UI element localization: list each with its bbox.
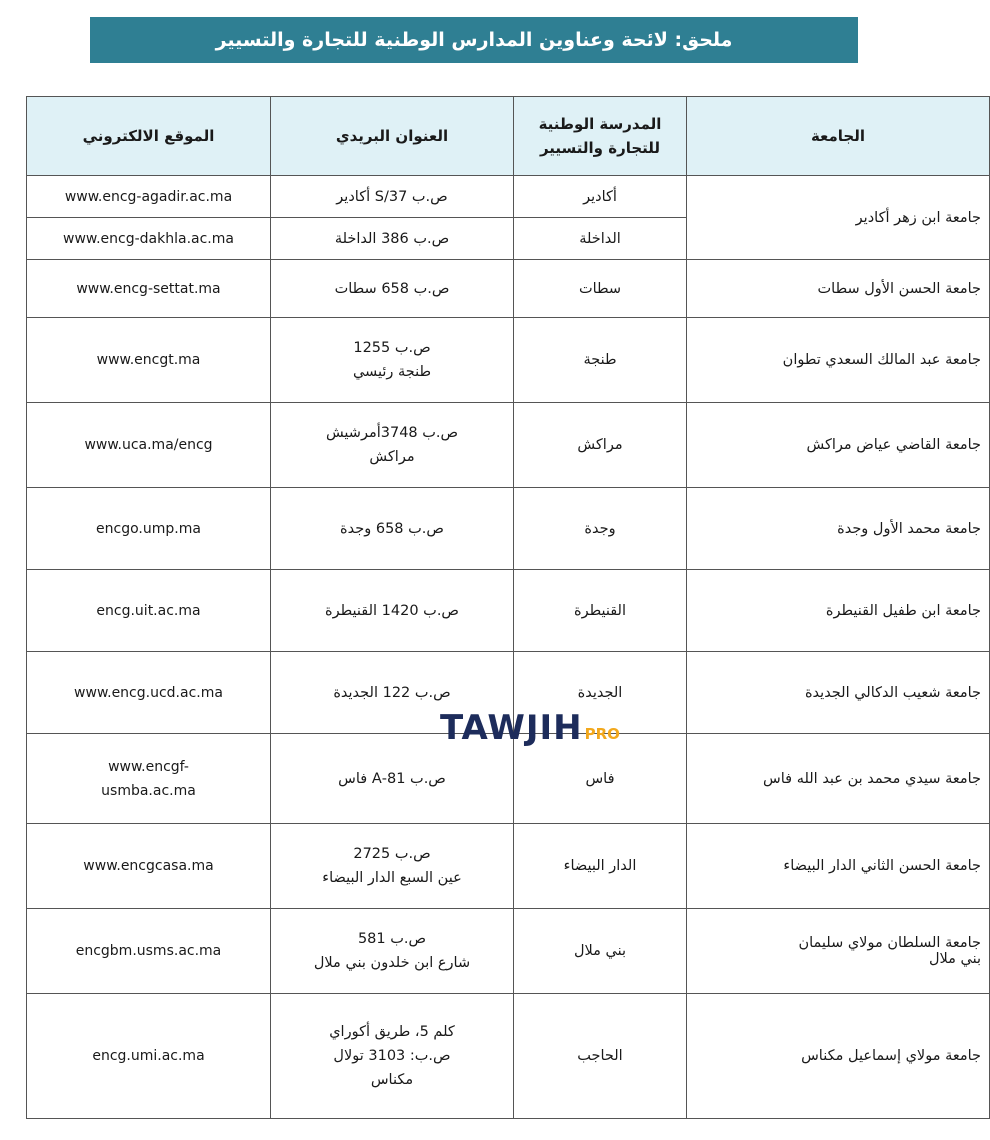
cell-university: جامعة ابن زهر أكادير [687,176,990,260]
cell-school: أكادير [514,176,687,218]
cell-university: جامعة مولاي إسماعيل مكناس [687,994,990,1119]
schools-table [26,96,990,1119]
header-university: الجامعة [687,97,990,176]
cell-website: www.encg-settat.ma [27,260,271,318]
cell-address: ص.ب 1255 طنجة رئيسي [271,318,514,403]
cell-school: الداخلة [514,218,687,260]
cell-university: جامعة الحسن الأول سطات [687,260,990,318]
cell-address: ص.ب 37/S أكادير [271,176,514,218]
cell-university: جامعة محمد الأول وجدة [687,488,990,570]
cell-school: مراكش [514,403,687,488]
watermark-sub: PRO [584,725,620,743]
page-title: ملحق: لائحة وعناوين المدارس الوطنية للتجارة والتسيير [90,17,858,63]
cell-school: الحاجب [514,994,687,1119]
watermark-main: TAWJIH [440,708,583,748]
header-address: العنوان البريدي [271,97,514,176]
cell-website: encg.uit.ac.ma [27,570,271,652]
cell-school: بني ملال [514,909,687,994]
cell-website: www.encg-agadir.ac.ma [27,176,271,218]
cell-school: سطات [514,260,687,318]
cell-address: ص.ب 386 الداخلة [271,218,514,260]
table-row [27,652,990,734]
table-row [27,176,990,218]
table-row [27,260,990,318]
cell-website: encgo.ump.ma [27,488,271,570]
table-row [27,488,990,570]
table-row [27,994,990,1119]
cell-address: كلم 5، طريق أكوراي ص.ب: 3103 تولال مكناس [271,994,514,1119]
cell-address: ص.ب 81-A فاس [271,734,514,824]
cell-school: الجديدة [514,652,687,734]
table-header-row [27,97,990,176]
cell-university: جامعة سيدي محمد بن عبد الله فاس [687,734,990,824]
cell-school: وجدة [514,488,687,570]
cell-university: جامعة القاضي عياض مراكش [687,403,990,488]
table-row [27,318,990,403]
cell-website: encgbm.usms.ac.ma [27,909,271,994]
cell-university: جامعة الحسن الثاني الدار البيضاء [687,824,990,909]
cell-website: www.encgt.ma [27,318,271,403]
cell-address: ص.ب 581 شارع ابن خلدون بني ملال [271,909,514,994]
cell-school: القنيطرة [514,570,687,652]
cell-website: www.encgcasa.ma [27,824,271,909]
cell-website: encg.umi.ac.ma [27,994,271,1119]
cell-university: جامعة ابن طفيل القنيطرة [687,570,990,652]
cell-address: ص.ب 2725 عين السبع الدار البيضاء [271,824,514,909]
cell-address: ص.ب 3748أمرشيش مراكش [271,403,514,488]
header-school: المدرسة الوطنية للتجارة والتسيير [514,97,687,176]
cell-address: ص.ب 1420 القنيطرة [271,570,514,652]
cell-address: ص.ب 122 الجديدة [271,652,514,734]
cell-university: جامعة السلطان مولاي سليمان بني ملال [687,909,990,994]
table-body [27,176,990,1119]
cell-website: www.encg-dakhla.ac.ma [27,218,271,260]
header-website: الموقع الالكتروني [27,97,271,176]
table-row [27,570,990,652]
cell-university: جامعة عبد المالك السعدي تطوان [687,318,990,403]
table-row [27,824,990,909]
table-row [27,403,990,488]
cell-address: ص.ب 658 وجدة [271,488,514,570]
table-row [27,734,990,824]
table-row [27,909,990,994]
cell-school: فاس [514,734,687,824]
cell-school: طنجة [514,318,687,403]
cell-address: ص.ب 658 سطات [271,260,514,318]
cell-school: الدار البيضاء [514,824,687,909]
cell-website: www.uca.ma/encg [27,403,271,488]
cell-website: www.encg.ucd.ac.ma [27,652,271,734]
cell-university: جامعة شعيب الدكالي الجديدة [687,652,990,734]
cell-website: www.encgf- usmba.ac.ma [27,734,271,824]
